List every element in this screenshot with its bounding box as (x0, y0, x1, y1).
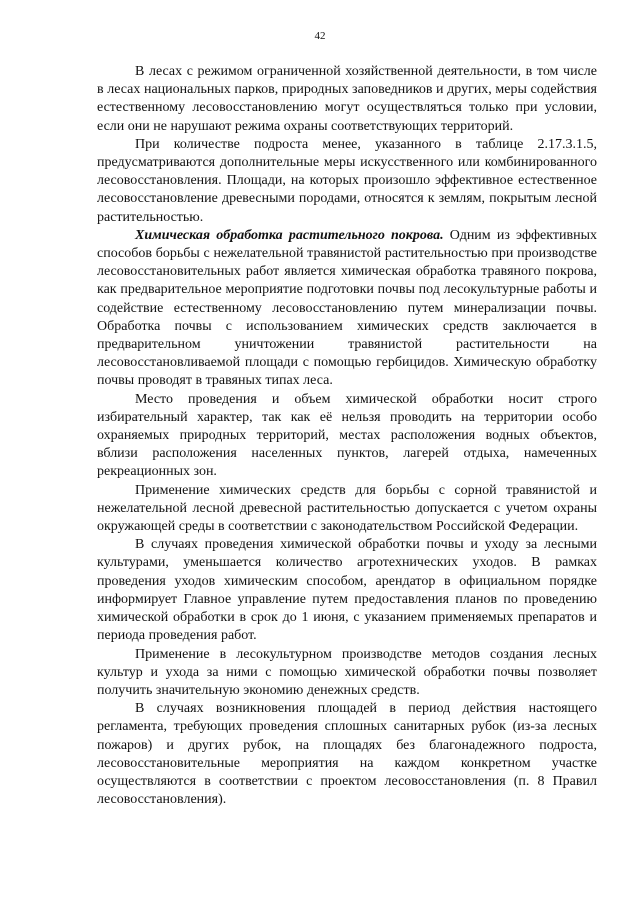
paragraph-8-text: В случаях возникновения площадей в период действия настоящего регламента, требующих проведения сплошных санитарных рубок (из-за лесных пожаров) и других рубок, на площадях без благонадежного подроста, лесовосстановительные мероприятия на каждом конкретном участке осуществляются в соответствии с проектом лесовосстановления (п. 8 Правил лесовосстановления). (97, 701, 597, 808)
paragraph-8 (97, 700, 597, 809)
paragraph-5 (97, 482, 597, 537)
document-body (97, 63, 597, 809)
paragraph-2 (97, 136, 597, 227)
paragraph-6 (97, 536, 597, 645)
paragraph-1-text: В лесах с режимом ограниченной хозяйственной деятельности, в том числе в лесах национальных парков, природных заповедников и других, меры содействия естественному лесовосстановлению могут осуществляться только при условии, если они не нарушают режима охраны соответствующих территорий. (97, 64, 597, 134)
paragraph-4 (97, 391, 597, 482)
paragraph-5-text: Применение химических средств для борьбы с сорной травянистой и нежелательной лесной древесной растительностью допускается с учетом охраны окружающей среды в соответствии с законодательством Российской Федерации. (97, 482, 597, 535)
paragraph-2-text: При количестве подроста менее, указанного в таблице 2.17.3.1.5, предусматриваются дополнительные меры искусственного или комбинированного лесовосстановления. Площади, на которых произошло эффективное естественное лесовосстановление древесными породами, относятся к землям, покрытым лесной растительностью. (97, 136, 597, 225)
paragraph-6-text: В случаях проведения химической обработки почвы и уходу за лесными культурами, уменьшается количество агротехнических уходов. В рамках проведения уходов химическим способом, арендатор в официальном порядке информирует Главное управление путем предоставления планов по проведению химической обработки в срок до 1 июня, с указанием применяемых препаратов и периода проведения работ. (97, 537, 597, 644)
paragraph-3-text: Одним из эффективных способов борьбы с нежелательной травянистой растительностью при производстве лесовосстановительных работ является химическая обработка травяного покрова, как предварительное мероприятие подготовки почвы под лесокультурные работы и содействие естественному лесовосстановлению путем минерализации почвы. Обработка почвы с использованием химических средств заключается в предварительном уничтожении травянистой растительности на лесовосстановливаемой площади с помощью гербицидов. Химическую обработку почвы проводят в травяных типах леса. (97, 227, 597, 389)
paragraph-7 (97, 646, 597, 701)
page-number: 42 (314, 30, 326, 42)
paragraph-1 (97, 63, 597, 136)
paragraph-3 (97, 227, 597, 391)
paragraph-4-text: Место проведения и объем химической обработки носит строго избирательный характер, так как её нельзя проводить на территории особо охраняемых природных территорий, местах расположения водных объектов, вблизи расположения населенных пунктов, лагерей отдыха, намеченных рекреационных зон. (97, 391, 597, 480)
section-heading-chemical-treatment: Химическая обработка растительного покрова. (135, 227, 444, 243)
paragraph-7-text: Применение в лесокультурном производстве методов создания лесных культур и ухода за ними с помощью химической обработки почвы позволяет получить значительную экономию денежных средств. (97, 646, 597, 698)
